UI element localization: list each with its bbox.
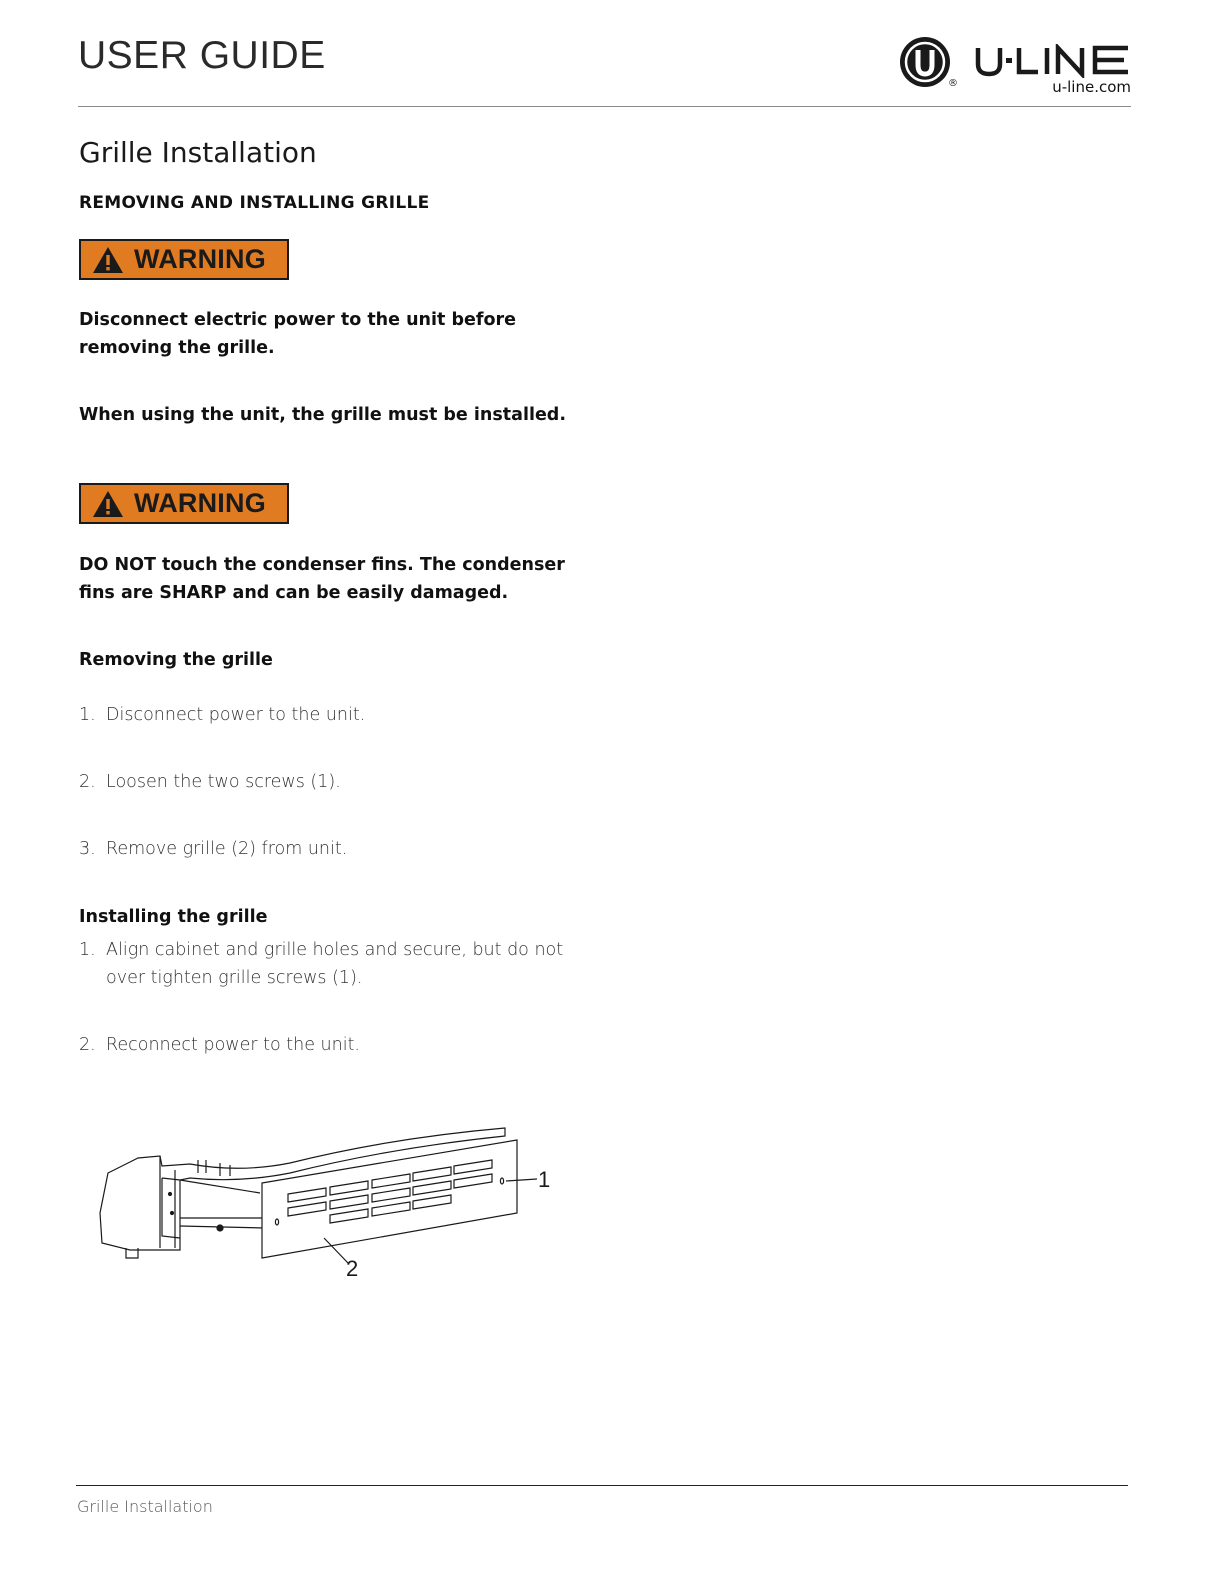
list-item — [79, 768, 579, 796]
installing-heading: Installing the grille — [79, 907, 268, 927]
list-item — [79, 835, 579, 863]
warning-text — [79, 306, 599, 362]
step-text-line: Align cabinet and grille holes and secure, but do not — [106, 940, 564, 960]
registered-mark: ® — [948, 78, 958, 89]
footer-label: Grille Installation — [77, 1497, 213, 1516]
section-subhead: REMOVING AND INSTALLING GRILLE — [79, 193, 430, 213]
list-item — [79, 936, 579, 992]
u-line-logo-icon — [898, 34, 954, 90]
document-title: USER GUIDE — [78, 34, 326, 77]
warning-label: WARNING — [134, 244, 266, 274]
warning-triangle-icon — [92, 490, 124, 518]
warning-text — [79, 551, 599, 607]
warning-badge — [79, 483, 289, 524]
section-title: Grille Installation — [79, 136, 317, 169]
step-text — [106, 936, 579, 992]
header-divider — [78, 106, 1131, 107]
warning-badge — [79, 239, 289, 280]
callout-screw: 1 — [538, 1167, 551, 1192]
brand-url: u-line.com — [1052, 78, 1131, 96]
warning-label: WARNING — [134, 488, 266, 518]
list-item — [79, 701, 579, 729]
step-text: Disconnect power to the unit. — [106, 705, 366, 725]
grille-diagram — [90, 1118, 560, 1288]
grille-required-note: When using the unit, the grille must be installed. — [79, 405, 566, 425]
step-text: Remove grille (2) from unit. — [106, 839, 348, 859]
warning-triangle-icon — [92, 246, 124, 274]
step-number: 2. — [79, 772, 96, 792]
list-item — [79, 1031, 579, 1059]
warning-text-line: DO NOT touch the condenser fins. The condenser — [79, 555, 565, 575]
step-text: Loosen the two screws (1). — [106, 772, 341, 792]
u-line-wordmark — [974, 44, 1132, 78]
step-number: 3. — [79, 839, 96, 859]
warning-text-line: removing the grille. — [79, 338, 275, 358]
step-number: 1. — [79, 940, 96, 960]
step-text-line: over tighten grille screws (1). — [106, 968, 363, 988]
step-text: Reconnect power to the unit. — [106, 1035, 360, 1055]
warning-text-line: fins are SHARP and can be easily damaged. — [79, 583, 509, 603]
step-number: 1. — [79, 705, 96, 725]
removing-heading: Removing the grille — [79, 650, 273, 670]
step-number: 2. — [79, 1035, 96, 1055]
callout-grille: 2 — [346, 1256, 359, 1281]
warning-text-line: Disconnect electric power to the unit before — [79, 310, 517, 330]
footer-divider — [76, 1485, 1128, 1486]
